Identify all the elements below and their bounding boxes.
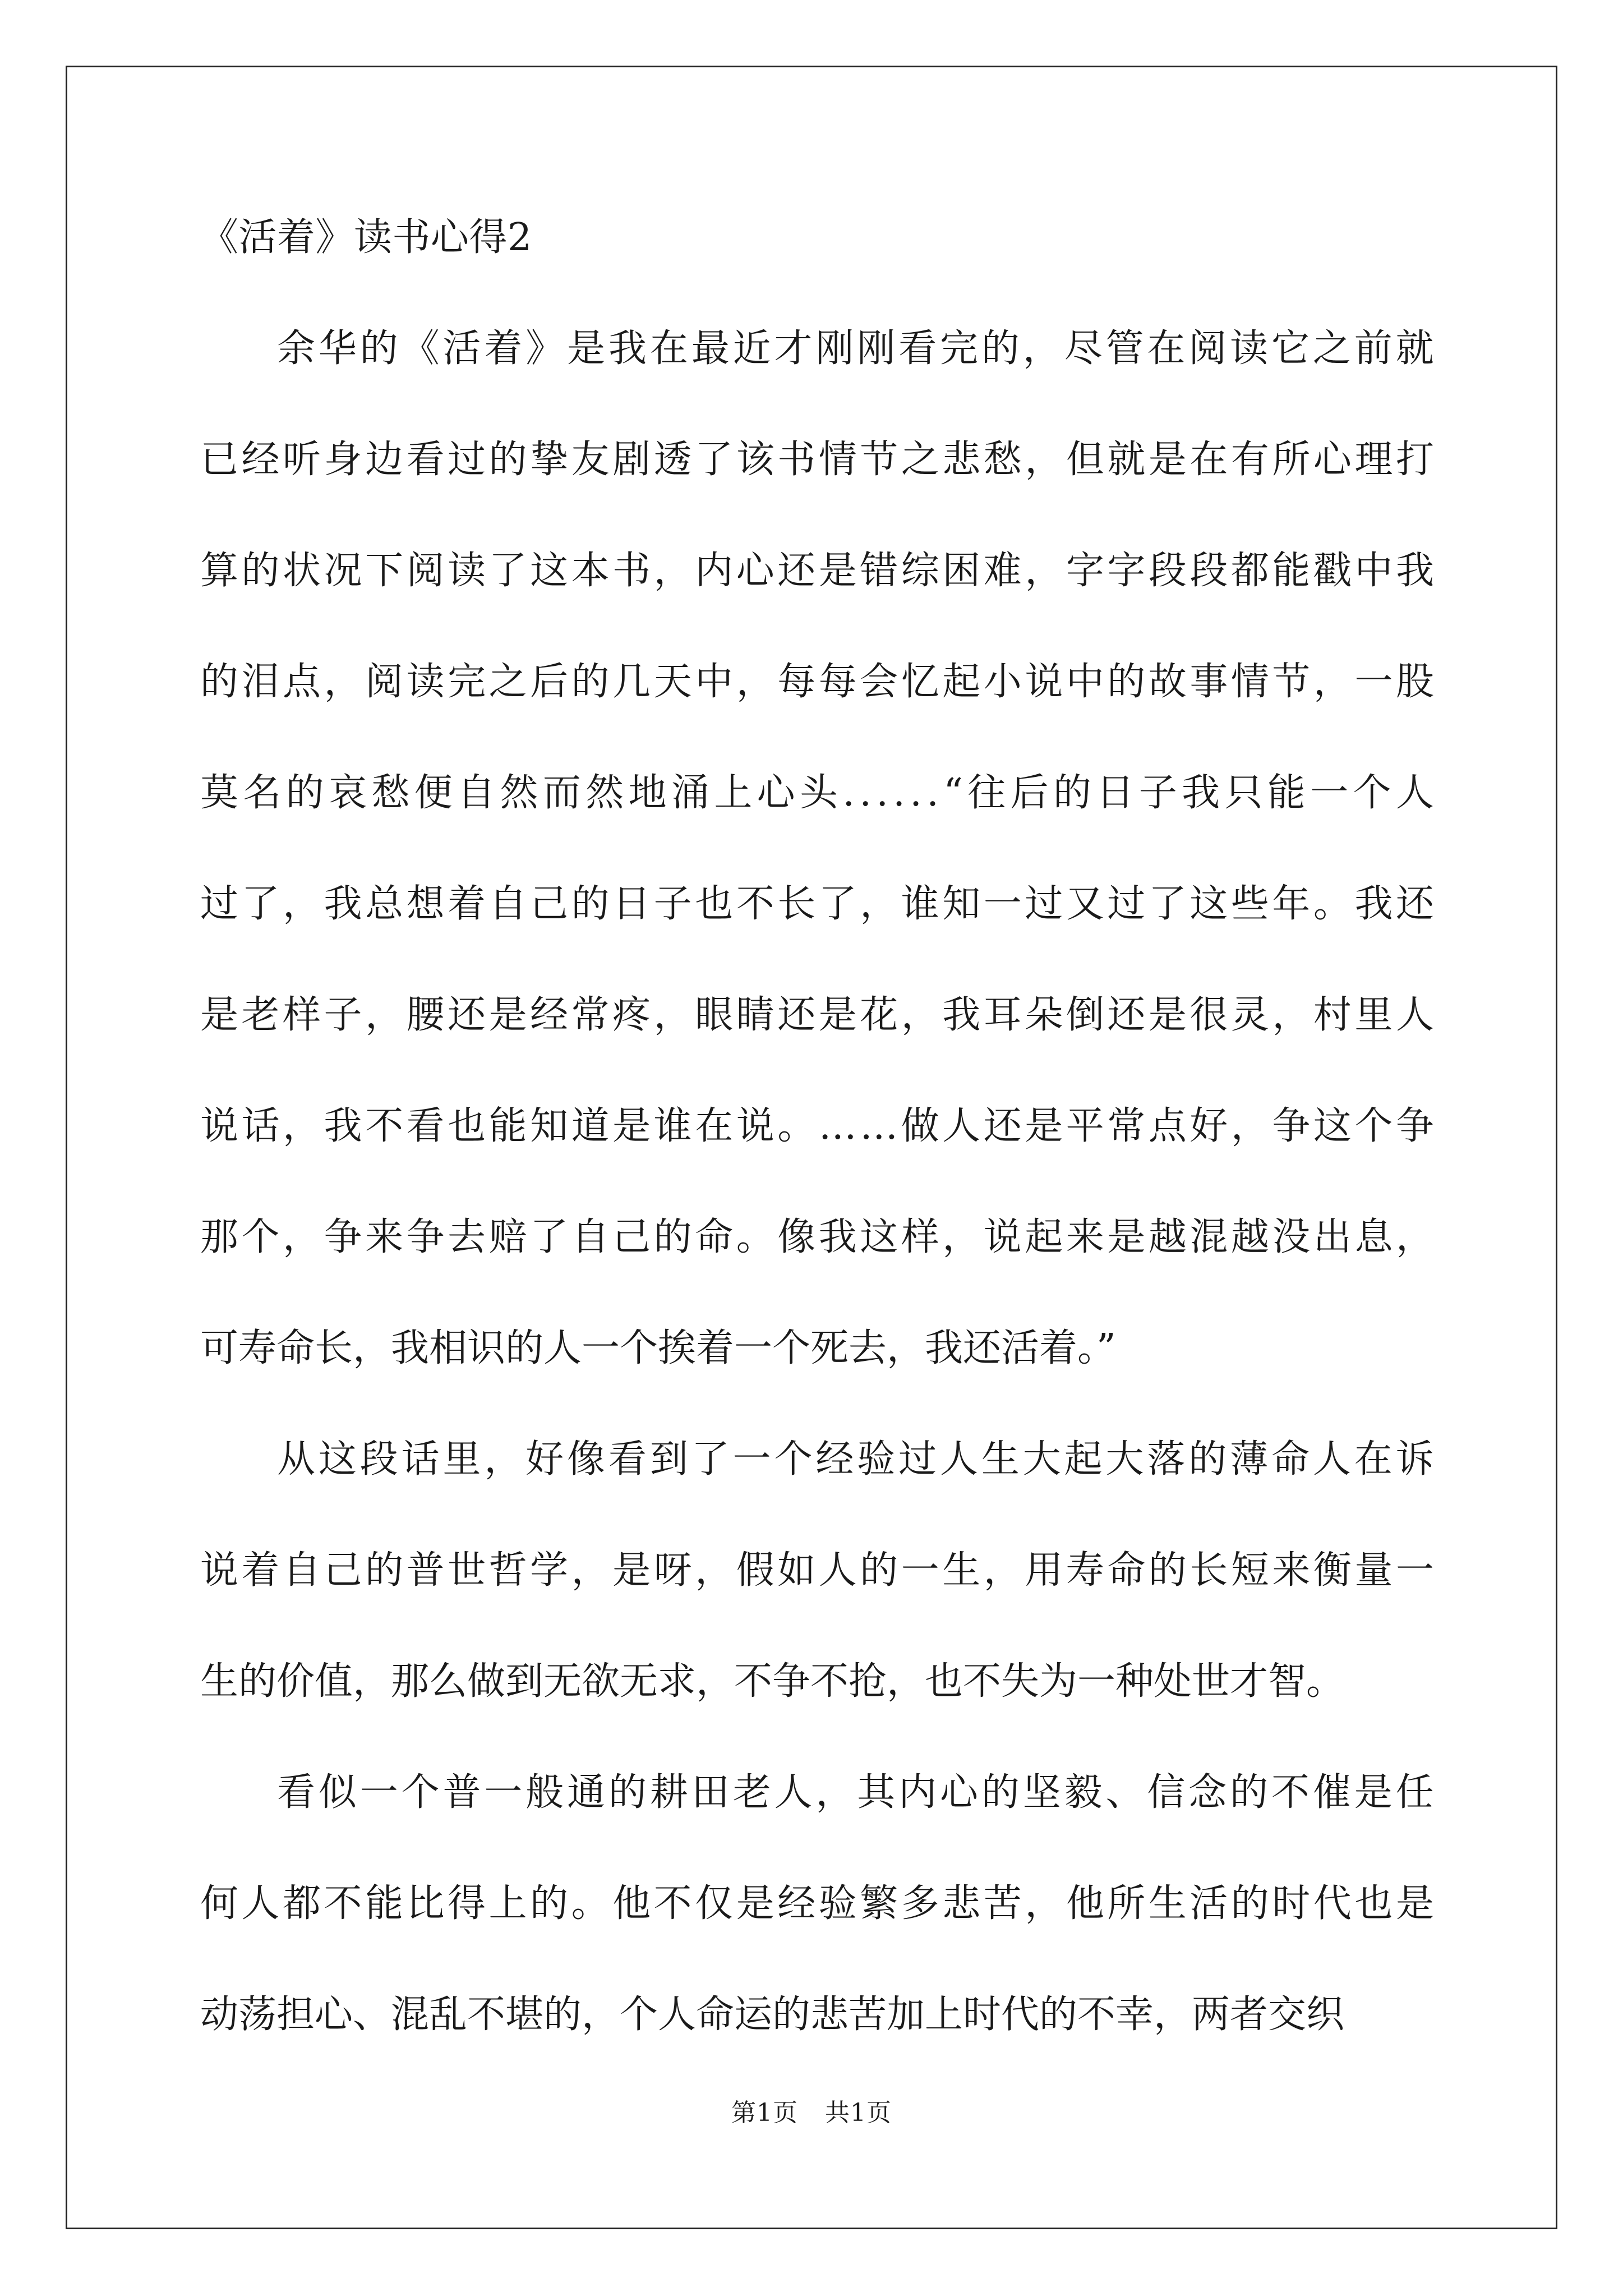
document-body [200, 215, 1434, 2107]
page-number: 第1页 [731, 2099, 798, 2127]
text-line: 从 这 段 话 里 ， 好 像 看 到 了 一 个 经 验 过 人 生 大 起 大 落 的 薄 命 人 在 诉 [277, 1437, 1434, 1481]
text-line: 已 经 听 身 边 看 过 的 挚 友 剧 透 了 该 书 情 节 之 悲 愁 ， 但 就 是 在 有 所 心 理 打 [200, 438, 1434, 482]
text-line: 可寿命长，我相识的人一个挨着一个死去，我还活着。” [200, 1326, 1116, 1370]
text-line: 生的价值，那么做到无欲无求，不争不抢，也不失为一种处世才智。 [200, 1659, 1345, 1704]
paragraph-container [200, 326, 1434, 2037]
paragraph [200, 1770, 1434, 2037]
text-line: 说 着 自 己 的 普 世 哲 学 ， 是 呀 ， 假 如 人 的 一 生 ， 用 寿 命 的 长 短 来 衡 量 一 [200, 1548, 1434, 1593]
text-line: 莫 名 的 哀 愁 便 自 然 而 然 地 涌 上 心 头 . . . . . . “ 往 后 的 日 子 我 只 能 一 个 人 [200, 771, 1434, 815]
text-line: 何 人 都 不 能 比 得 上 的 。 他 不 仅 是 经 验 繁 多 悲 苦 ， 他 所 生 活 的 时 代 也 是 [200, 1881, 1434, 1926]
paragraph [200, 326, 1434, 1370]
text-line: 动荡担心、混乱不堪的，个人命运的悲苦加上时代的不幸，两者交织 [200, 1993, 1345, 2037]
text-line: 余 华 的 《 活 着 》 是 我 在 最 近 才 刚 刚 看 完 的 ， 尽 管 在 阅 读 它 之 前 就 [277, 326, 1434, 371]
text-line: 那 个 ， 争 来 争 去 赔 了 自 己 的 命 。 像 我 这 样 ， 说 起 来 是 越 混 越 没 出 息 ， [200, 1215, 1434, 1259]
text-line: 的 泪 点 ， 阅 读 完 之 后 的 几 天 中 ， 每 每 会 忆 起 小 说 中 的 故 事 情 节 ， 一 股 [200, 660, 1434, 704]
text-line: 看 似 一 个 普 一 般 通 的 耕 田 老 人 ， 其 内 心 的 坚 毅 、 信 念 的 不 催 是 任 [277, 1770, 1434, 1815]
text-line: 算 的 状 况 下 阅 读 了 这 本 书 ， 内 心 还 是 错 综 困 难 ， 字 字 段 段 都 能 戳 中 我 [200, 549, 1434, 593]
document-title: 《活着》读书心得2 [200, 215, 532, 260]
page-total: 共1页 [825, 2099, 892, 2127]
text-line: 说 话 ， 我 不 看 也 能 知 道 是 谁 在 说 。 … … 做 人 还 是 平 常 点 好 ， 争 这 个 争 [200, 1104, 1434, 1148]
paragraph [200, 1437, 1434, 1704]
text-line: 是 老 样 子 ， 腰 还 是 经 常 疼 ， 眼 睛 还 是 花 ， 我 耳 朵 倒 还 是 很 灵 ， 村 里 人 [200, 993, 1434, 1037]
page-footer [0, 2101, 1623, 2125]
text-line: 过 了 ， 我 总 想 着 自 己 的 日 子 也 不 长 了 ， 谁 知 一 过 又 过 了 这 些 年 。 我 还 [200, 882, 1434, 926]
